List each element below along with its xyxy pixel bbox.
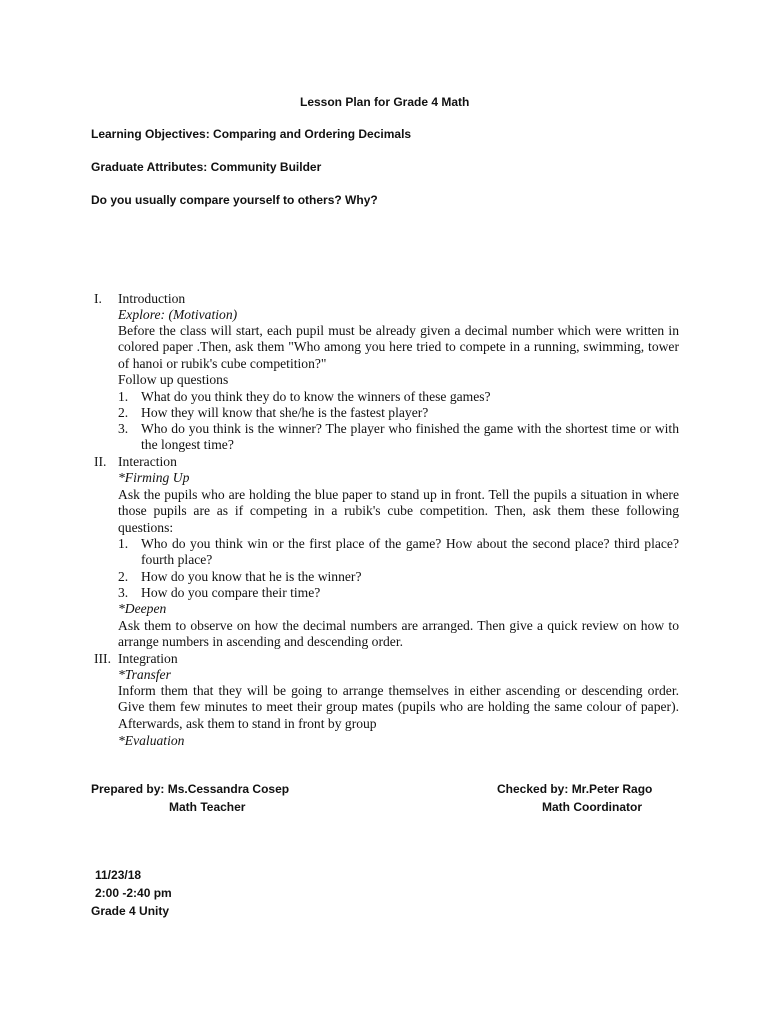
checked-role: Math Coordinator: [542, 800, 642, 814]
motivating-question: Do you usually compare yourself to others? Why?: [91, 193, 378, 207]
list-item: What do you think they do to know the winners of these games?: [141, 389, 491, 404]
list-number: 2.: [118, 405, 129, 420]
list-number: 2.: [118, 569, 129, 584]
section-subheading: *Deepen: [118, 601, 167, 616]
section-title: Introduction: [118, 291, 186, 306]
section-numeral: II.: [94, 454, 107, 469]
lesson-time: 2:00 -2:40 pm: [95, 886, 172, 900]
section-paragraph: Ask them to observe on how the decimal numbers are arranged. Then give a quick review on how to arrange numbers in ascending and descending order.: [118, 618, 679, 650]
prepared-by: Prepared by: Ms.Cessandra Cosep: [91, 782, 290, 796]
learning-objectives: Learning Objectives: Comparing and Ordering Decimals: [91, 127, 412, 141]
section-title: Integration: [118, 651, 178, 666]
class-section: Grade 4 Unity: [91, 904, 170, 918]
list-item: How do you compare their time?: [141, 585, 321, 600]
section-paragraph: Before the class will start, each pupil must be already given a decimal number which were written in colored paper .Then, ask them "Who among you here tried to compete in a running, swimming, tower of hanoi or rubik's cube competition?": [118, 323, 679, 371]
section-paragraph: Ask the pupils who are holding the blue paper to stand up in front. Tell the pupils a situation in where those pupils are as if competing in a rubik's cube competition. Then, ask them these following questions:: [118, 487, 679, 535]
section-numeral: III.: [94, 651, 111, 666]
section-title: Interaction: [118, 454, 177, 469]
page-title: Lesson Plan for Grade 4 Math: [300, 95, 470, 109]
section-paragraph: Inform them that they will be going to arrange themselves in either ascending or descending order. Give them few minutes to meet their group mates (pupils who are holding the same colour of paper). Afterwards, ask them to stand in front by group: [118, 683, 679, 731]
list-item: How do you know that he is the winner?: [141, 569, 362, 584]
section-subheading: *Transfer: [118, 667, 171, 682]
list-number: 3.: [118, 421, 129, 436]
prepared-role: Math Teacher: [169, 800, 246, 814]
list-number: 1.: [118, 389, 129, 404]
list-number: 3.: [118, 585, 129, 600]
section-subheading: *Evaluation: [118, 733, 185, 748]
section-subheading: Explore: (Motivation): [118, 307, 238, 322]
lesson-date: 11/23/18: [95, 868, 142, 882]
followup-label: Follow up questions: [118, 372, 229, 387]
graduate-attributes: Graduate Attributes: Community Builder: [91, 160, 322, 174]
list-item: Who do you think is the winner? The player who finished the game with the shortest time or with the longest time?: [141, 421, 679, 453]
section-subheading: *Firming Up: [118, 470, 190, 485]
list-item: How they will know that she/he is the fastest player?: [141, 405, 429, 420]
list-number: 1.: [118, 536, 129, 551]
section-numeral: I.: [94, 291, 102, 306]
list-item: Who do you think win or the first place of the game? How about the second place? third place? fourth place?: [141, 536, 679, 568]
checked-by: Checked by: Mr.Peter Rago: [497, 782, 653, 796]
